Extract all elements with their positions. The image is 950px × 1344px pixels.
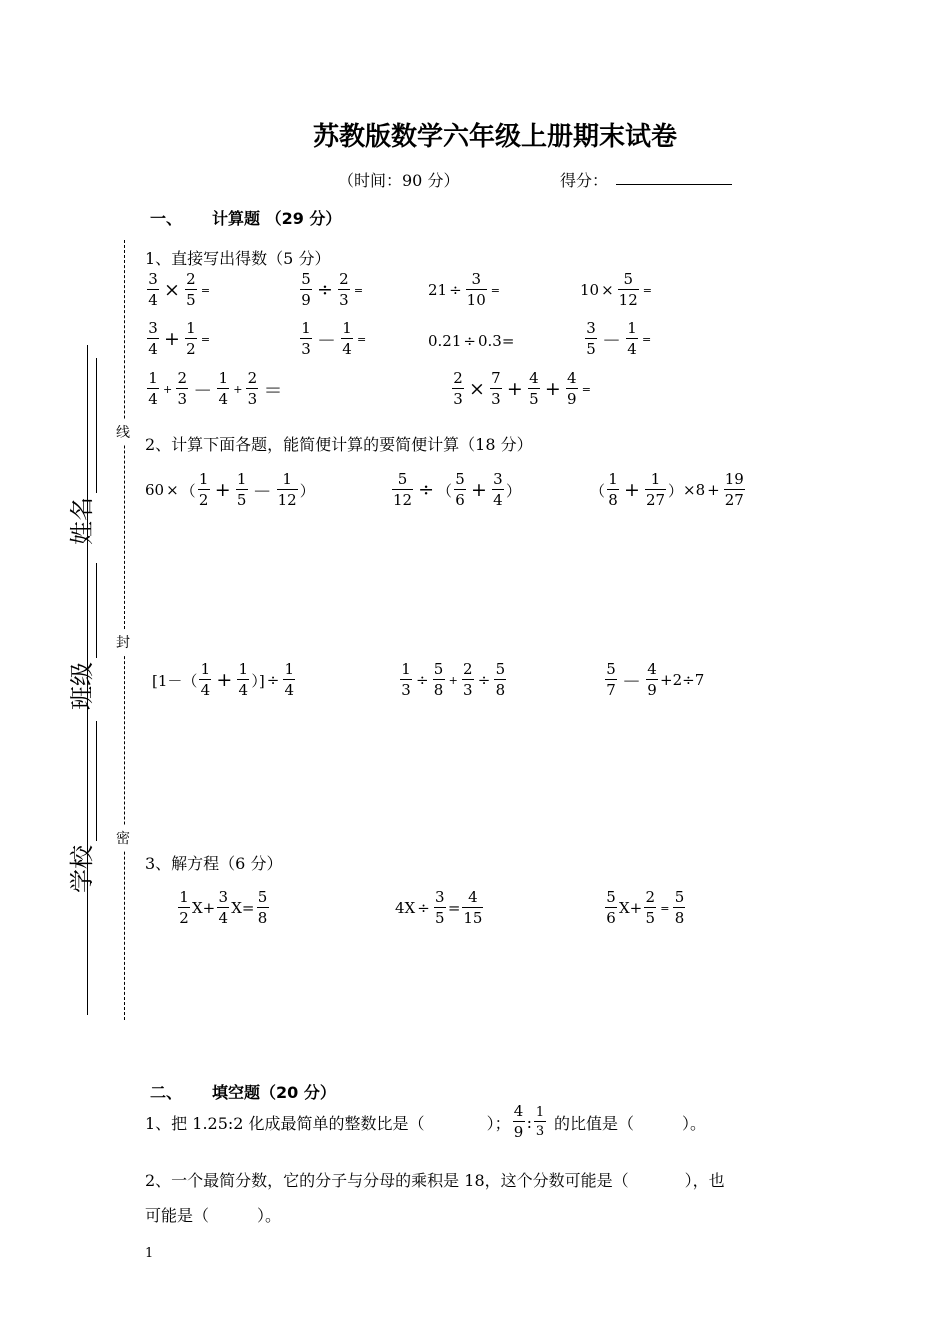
math-symbol: 60 [145, 481, 165, 499]
denominator: 3 [401, 681, 411, 699]
q2-expr-6 [603, 662, 704, 698]
math-symbol: ÷ [463, 332, 476, 350]
numerator: 5 [257, 888, 268, 906]
numerator: 1 [179, 888, 189, 906]
fraction [178, 890, 190, 926]
margin-label-xian: 线 [116, 420, 130, 444]
fraction [277, 472, 298, 508]
numerator: 4 [513, 1102, 524, 1120]
numerator: 1 [608, 470, 618, 488]
numerator: 1 [218, 369, 228, 387]
denominator: 5 [586, 340, 596, 358]
math-symbol: × [469, 378, 485, 400]
math-symbol: X= [231, 899, 255, 917]
score-label: 得分： [560, 171, 609, 190]
denominator: 4 [284, 681, 295, 699]
numerator: 4 [468, 888, 478, 906]
denominator: 27 [724, 491, 744, 509]
fraction [462, 662, 474, 698]
denominator: 4 [218, 390, 228, 408]
fraction [618, 272, 639, 308]
numerator: 5 [301, 270, 311, 288]
numerator: 1 [301, 319, 311, 337]
fraction [585, 321, 597, 357]
denominator: 8 [257, 909, 268, 927]
math-symbol: [1－（ [152, 671, 198, 690]
denominator: 27 [645, 491, 666, 509]
margin-label-feng: 封 [116, 630, 130, 654]
q2-expr-1 [145, 472, 315, 508]
fraction [246, 371, 258, 407]
denominator: 8 [433, 681, 444, 699]
math-symbol: ÷ [449, 281, 462, 299]
fraction [566, 371, 578, 407]
fill-question-2-line1 [145, 1168, 725, 1191]
q1-expr-7 [428, 332, 514, 350]
denominator: 12 [277, 491, 297, 509]
denominator: 4 [493, 491, 503, 509]
denominator: 3 [463, 681, 473, 699]
denominator: 3 [453, 390, 463, 408]
math-symbol: = [501, 332, 515, 350]
math-symbol: ÷ [418, 479, 435, 501]
numerator: 2 [247, 369, 258, 387]
numerator: 5 [433, 660, 444, 678]
denominator: 3 [534, 1121, 546, 1138]
math-symbol: 0.3 [477, 332, 502, 350]
denominator: 5 [435, 909, 445, 927]
math-symbol: = [642, 332, 652, 346]
fraction [433, 662, 445, 698]
numerator: 5 [455, 470, 465, 488]
fraction [257, 890, 269, 926]
numerator: 1 [200, 660, 211, 678]
q2-expr-4 [152, 662, 297, 698]
math-symbol: － [193, 379, 213, 402]
denominator: 2 [186, 340, 196, 358]
numerator: 3 [148, 270, 158, 288]
q1-expr-4 [580, 272, 654, 308]
math-symbol: ÷ [317, 279, 333, 301]
math-symbol: ） [299, 481, 315, 500]
q3-title: 3、解方程（6 分） [145, 854, 283, 873]
fill-question-2-line2 [145, 1203, 281, 1226]
q3-equation-2 [395, 890, 485, 926]
denominator: 3 [247, 390, 258, 408]
q2-expr-5 [398, 662, 508, 698]
math-symbol: + [163, 382, 173, 396]
denominator: 4 [238, 681, 249, 699]
math-symbol: 0.21 [428, 332, 462, 350]
numerator: 3 [148, 319, 158, 337]
fraction [147, 371, 159, 407]
denominator: 5 [529, 390, 539, 408]
fill1-text-d: ）。 [681, 1113, 706, 1133]
q1-expr-8 [583, 321, 653, 357]
fraction [528, 371, 540, 407]
math-symbol: （ [590, 481, 606, 500]
numerator: 5 [674, 888, 685, 906]
q2-expr-2 [390, 472, 521, 508]
math-symbol: － [622, 670, 642, 693]
fraction [534, 1106, 546, 1138]
numerator: 2 [177, 369, 187, 387]
denominator: 3 [301, 340, 311, 358]
denominator: 10 [466, 291, 486, 309]
fraction [147, 321, 159, 357]
math-symbol: + [216, 669, 233, 691]
math-symbol: ＝ [263, 379, 283, 402]
fill1-text-b: ）； [486, 1113, 511, 1133]
fraction [645, 472, 666, 508]
math-symbol: ÷ [417, 899, 430, 917]
denominator: 5 [186, 291, 196, 309]
fill2-text-b: ），也 [684, 1171, 725, 1190]
fraction [466, 272, 487, 308]
page-number: 1 [145, 1246, 154, 1261]
denominator: 8 [608, 491, 618, 509]
math-symbol: = [357, 332, 367, 346]
numerator: 2 [463, 660, 473, 678]
fill2-text-a: 2、一个最简分数，它的分子与分母的乘积是 18，这个分数可能是（ [145, 1171, 629, 1190]
numerator: 7 [491, 369, 501, 387]
fraction [338, 272, 350, 308]
math-symbol: × [601, 281, 614, 299]
denominator: 4 [148, 291, 158, 309]
fill2-text-c: 可能是（ [145, 1206, 210, 1225]
numerator: 1 [238, 660, 249, 678]
numerator: 2 [186, 270, 196, 288]
numerator: 3 [471, 270, 481, 288]
section2-title: 填空题（20 分） [212, 1083, 336, 1102]
numerator: 1 [282, 470, 292, 488]
fraction [434, 890, 446, 926]
numerator: 5 [495, 660, 506, 678]
math-symbol: ÷ [266, 671, 280, 689]
fraction [217, 890, 229, 926]
numerator: 1 [535, 1105, 545, 1120]
math-symbol: = [581, 382, 591, 396]
fraction [644, 890, 656, 926]
math-symbol: ÷ [477, 671, 491, 689]
score-blank[interactable] [616, 184, 732, 185]
math-symbol: + [214, 479, 231, 501]
numerator: 3 [586, 319, 596, 337]
numerator: 4 [566, 369, 577, 387]
denominator: 4 [200, 681, 211, 699]
numerator: 1 [284, 660, 295, 678]
q1-expr-10 [450, 371, 593, 407]
fraction [454, 472, 466, 508]
fraction [300, 272, 312, 308]
math-symbol: × [166, 481, 179, 499]
denominator: 2 [198, 491, 209, 509]
math-symbol: （ [437, 481, 453, 500]
denominator: 12 [618, 291, 638, 309]
numerator: 5 [397, 470, 408, 488]
fraction [300, 321, 312, 357]
numerator: 1 [342, 319, 352, 337]
q2-title: 2、计算下面各题，能简便计算的要简便计算（18 分） [145, 435, 533, 454]
denominator: 3 [177, 390, 187, 408]
math-symbol: : [526, 1112, 532, 1132]
q1-title: 1、直接写出得数（5 分） [145, 249, 331, 268]
fraction [490, 371, 502, 407]
denominator: 2 [179, 909, 189, 927]
fraction [494, 662, 506, 698]
math-symbol: 10 [580, 281, 600, 299]
denominator: 15 [463, 909, 483, 927]
q1-expr-2 [298, 272, 365, 308]
denominator: 3 [491, 390, 501, 408]
math-symbol: + [624, 479, 640, 501]
section1-number: 一、 [150, 209, 183, 228]
math-symbol: － [317, 329, 337, 352]
fraction [724, 472, 745, 508]
fraction [492, 472, 504, 508]
q1-expr-1 [145, 272, 212, 308]
math-symbol: = [642, 283, 652, 297]
math-symbol: ×8 [683, 481, 706, 499]
denominator: 4 [148, 340, 158, 358]
numerator: 3 [493, 470, 503, 488]
math-symbol: ）] [251, 671, 265, 690]
q1-expr-6 [298, 321, 368, 357]
numerator: 5 [623, 270, 633, 288]
school-field[interactable] [62, 717, 97, 893]
denominator: 4 [148, 390, 158, 408]
math-symbol: 21 [428, 281, 448, 299]
time-text: （时间：90 分） [338, 171, 460, 190]
math-symbol: － [602, 329, 622, 352]
denominator: 12 [393, 491, 413, 509]
fraction [605, 662, 617, 698]
math-symbol: + [544, 378, 561, 400]
fraction [198, 472, 210, 508]
fraction [605, 890, 617, 926]
fill1-text-c: 的比值是（ [553, 1113, 634, 1133]
name-field[interactable] [62, 354, 97, 545]
math-symbol: X+ [619, 899, 643, 917]
fraction [341, 321, 353, 357]
math-symbol: = [353, 283, 364, 297]
fraction [185, 272, 197, 308]
numerator: 1 [186, 319, 196, 337]
q3-equation-1 [176, 890, 271, 926]
fill1-text-a: 1、把 1.25:2 化成最简单的整数比是（ [145, 1113, 425, 1133]
fraction [462, 890, 483, 926]
numerator: 1 [401, 660, 411, 678]
denominator: 9 [513, 1123, 524, 1141]
math-symbol: ÷ [416, 671, 429, 689]
fraction [237, 662, 249, 698]
section2-number: 二、 [150, 1083, 183, 1102]
math-symbol: × [164, 279, 180, 301]
denominator: 4 [627, 340, 637, 358]
numerator: 5 [606, 660, 616, 678]
q1-expr-9 [145, 371, 285, 407]
fill-question-1 [145, 1104, 706, 1140]
numerator: 4 [529, 369, 539, 387]
page-title: 苏教版数学六年级上册期末试卷 [312, 122, 677, 152]
denominator: 8 [495, 681, 506, 699]
section1-title: 计算题 （29 分） [212, 209, 342, 228]
school-blank[interactable] [96, 721, 97, 841]
math-symbol: = [200, 332, 211, 346]
numerator: 4 [647, 660, 657, 678]
math-symbol: + [707, 481, 720, 499]
fraction [452, 371, 464, 407]
fraction [185, 321, 197, 357]
fraction [607, 472, 619, 508]
numerator: 2 [339, 270, 349, 288]
q3-equation-3 [603, 890, 687, 926]
math-symbol: + [448, 673, 458, 687]
denominator: 9 [566, 390, 577, 408]
denominator: 4 [218, 909, 229, 927]
margin-label-mi: 密 [116, 826, 130, 850]
denominator: 4 [342, 340, 352, 358]
class-blank[interactable] [96, 563, 97, 658]
math-symbol: X+ [192, 899, 216, 917]
numerator: 1 [236, 470, 247, 488]
math-symbol: + [233, 382, 243, 396]
fraction [199, 662, 211, 698]
math-symbol: ） [505, 481, 521, 500]
denominator: 8 [674, 909, 685, 927]
school-label: 学校 [68, 845, 96, 893]
fraction [400, 662, 412, 698]
denominator: 5 [236, 491, 247, 509]
numerator: 1 [198, 470, 209, 488]
fraction [673, 890, 685, 926]
math-symbol: （ [180, 481, 196, 500]
denominator: 3 [339, 291, 349, 309]
numerator: 19 [724, 470, 744, 488]
q1-expr-3 [428, 272, 502, 308]
fill2-text-d: ）。 [257, 1206, 282, 1225]
math-symbol: 4X [395, 899, 416, 917]
fraction [513, 1104, 525, 1140]
math-symbol: = [490, 283, 500, 297]
denominator: 6 [455, 491, 465, 509]
name-blank[interactable] [96, 358, 97, 493]
fraction [283, 662, 295, 698]
numerator: 5 [606, 888, 616, 906]
numerator: 3 [435, 888, 445, 906]
denominator: 9 [647, 681, 657, 699]
numerator: 1 [627, 319, 637, 337]
math-symbol: +2÷7 [660, 671, 705, 689]
denominator: 5 [645, 909, 656, 927]
fraction [176, 371, 188, 407]
class-field[interactable] [62, 559, 97, 710]
fraction [147, 272, 159, 308]
fraction [392, 472, 413, 508]
fraction [217, 371, 229, 407]
q1-expr-5 [145, 321, 212, 357]
math-symbol: + [506, 378, 523, 400]
numerator: 3 [218, 888, 229, 906]
math-symbol: = [660, 901, 670, 915]
numerator: 1 [148, 369, 158, 387]
numerator: 2 [645, 888, 656, 906]
math-symbol: + [164, 328, 180, 350]
q2-expr-3 [590, 472, 747, 508]
math-symbol: ） [668, 481, 684, 500]
math-symbol: － [252, 480, 272, 503]
denominator: 7 [606, 681, 616, 699]
math-symbol: + [471, 479, 487, 501]
numerator: 2 [453, 369, 463, 387]
denominator: 6 [606, 909, 616, 927]
fraction [646, 662, 658, 698]
name-label: 姓名 [68, 497, 96, 545]
numerator: 1 [650, 470, 661, 488]
denominator: 9 [301, 291, 311, 309]
math-symbol: = [447, 899, 461, 917]
fraction [236, 472, 248, 508]
fraction [626, 321, 638, 357]
math-symbol: = [200, 283, 211, 297]
class-label: 班级 [68, 662, 96, 710]
